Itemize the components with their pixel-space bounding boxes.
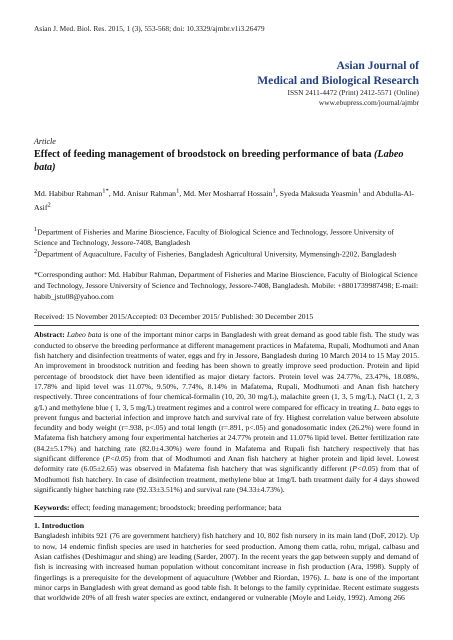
divider-rule: [34, 325, 419, 326]
author-2: Md. Anisur Rahman$^1$,: [112, 187, 184, 199]
article-content: [34, 137, 419, 604]
article-type: Article: [34, 137, 56, 146]
author-5: Abdulla-Al-Asif$^2$: [34, 189, 414, 212]
keywords: Keywords: effect; feeding management; broodstock; breeding performance; bata: [34, 503, 282, 513]
journal-masthead: [257, 58, 419, 108]
article-title-species: (Labeo bata): [34, 149, 404, 174]
citation-line: Asian J. Med. Biol. Res. 2015, 1 (3), 553-568; doi: 10.3329/ajmbr.v1i3.26479: [34, 24, 265, 33]
journal-name-line1: Asian Journal of: [336, 59, 419, 72]
author-3: Md. Mer Mosharraf Hossain$^1$,: [183, 187, 280, 199]
author-list: [34, 187, 419, 214]
divider-rule-2: [34, 516, 419, 517]
abstract: Abstract: Labeo bata is one of the important minor carps in Bangladesh with great demand as good table fish. The study was conducted to observe the breeding performance at different management practices in Mafatema, Rupali, Modhumoti and Anan fish hatchery and disinfection treatments of water, eggs and fry in Jessore, Bangladesh during 10 March 2014 to 15 May 2015. An improvement in broodstock nutrition and feeding has been shown to greatly improve seed production. Protein and lipid percentage of broodstock diet have been identified as major dietary factors. Protein level was 24.77%, 23.47%, 18.08%, 17.78% and lipid level was 11.07%, 9.50%, 7.74%, 8.14% in Mafatema, Rupali, Modhumoti and Anan fish hatchery respectively. Three concentrations of four chemical-formalin (10, 20, 30 mg/L), malachite green (1, 3, 5 mg/L), NaCl (1, 2, 3 g/L) and methylene blue ( 1, 3, 5 mg/L) treatment regimes and a control were compared for efficacy in treating L. bata eggs to prevent fungus and bacterial infection and improve hatch and survival rate of fry. Highest correlation value between absolute fecundity and body weight (r=.938, p<.05) and total length (r=.891, p<.05) and gonadosomatic index (26.2%) were found in Mafatema fish hatchery among four experimental hatcheries at 24.77% protein and 11.07% lipid level. Better fertilization rate (84.2±5.17%) and hatching rate (82.0±4.30%) were found in Mafatema and Rupali fish hatchery respectively that has significant difference (P<0.05) from that of Modhumoti and Anan fish hatchery at higher protein and lipid level. Lowest deformity rate (6.05±2.65) was observed in Mafatema fish hatchery that was significantly different (P<0.05) from that of Modhumoti fish hatchery. In case of disinfection treatment, methylene blue at 1mg/L bath treatment daily for 4 days showed significantly higher hatching rate (92.33±3.51%) and survival rate (94.33±4.73%).: [34, 330, 420, 494]
abstract-label: Abstract:: [34, 330, 65, 340]
article-title-main: Effect of feeding management of broodstock on breeding performance of bata: [34, 149, 372, 160]
affiliation-1: $^1$Department of Fisheries and Marine Bioscience, Faculty of Biological Science and Technology, Jessore University of Science and Technology, Jessore-7408, Bangladesh: [34, 225, 395, 247]
author-1: Md. Habibur Rahman$^{1*}$,: [34, 187, 113, 199]
journal-issn: ISSN 2411-4472 (Print) 2412-5571 (Online): [287, 88, 419, 98]
keywords-label: Keywords:: [34, 503, 70, 513]
corresponding-author: *Corresponding author: Md. Habibur Rahman, Department of Fisheries and Marine Bioscience, Faculty of Biological Science and Technology, Jessore University of Science and Technology, Jessore-7408, Bangladesh. Mobile: +8801739987498; E-mail: habib_jstu08@yahoo.com: [34, 270, 419, 301]
journal-url[interactable]: www.ebupress.com/journal/ajmbr: [318, 98, 419, 108]
article-title: [34, 148, 419, 175]
introduction-text: Bangladesh inhibits 921 (76 are government hatchery) fish hatchery and 10, 802 fish nursery in its main land (DoF, 2012). Up to now, 14 endemic finfish species are used in hatcheries for seed production. Among them catla, rohu, mrigal, calbasu and Asian catfishes (Deshimagur and shing) are leading (Sarder, 2007). In the recent years the gap between supply and demand of fish is increasing with increased human population without concomitant increase in fish production (Ara, 1998). Supply of fingerlings is a prerequisite for the development of aquaculture (Webber and Riordan, 1976). L. bata is one of the important minor carps in Bangladesh with great demand as good table fish. It belongs to the family cyprinidae. Recent estimate suggests that worldwide 20% of all fresh water species are extinct, endangered or vulnerable (Moyle and Leidy, 1992). Among 266: [34, 531, 419, 603]
affiliation-2: $^2$Department of Aquaculture, Faculty of Fisheries, Bangladesh Agricultural University, Mymensingh-2202, Bangladesh: [34, 248, 397, 259]
author-4: Syeda Maksuda Yeasmin$^1$ and: [279, 187, 376, 199]
journal-name-line2: Medical and Biological Research: [257, 74, 419, 88]
section-heading-introduction: 1. Introduction: [34, 521, 85, 531]
received-dates: Received: 15 November 2015/Accepted: 03 December 2015/ Published: 30 December 2015: [34, 312, 314, 322]
